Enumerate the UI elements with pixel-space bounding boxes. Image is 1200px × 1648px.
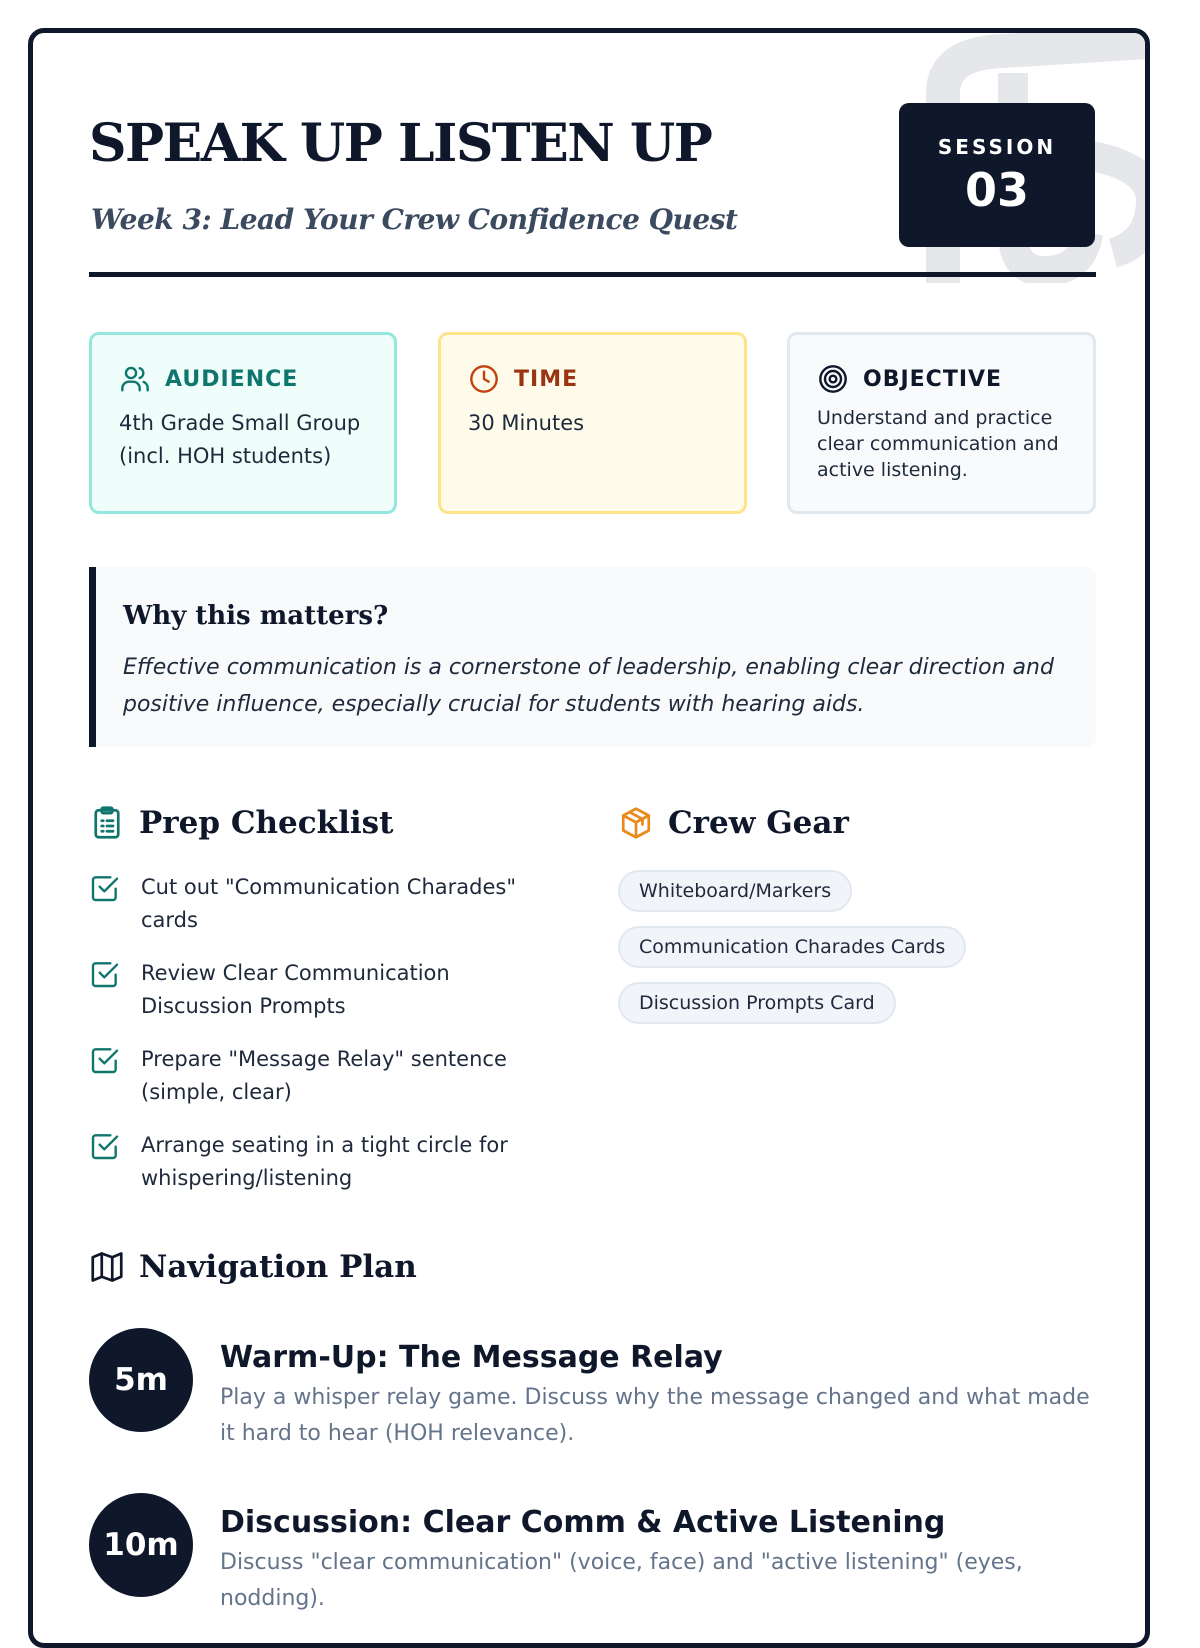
checklist-item: [89, 957, 559, 1023]
map-icon: [89, 1249, 125, 1285]
box-icon: [618, 805, 654, 841]
objective-title: OBJECTIVE: [863, 366, 1003, 392]
checklist-item-label: Arrange seating in a tight circle for whispering/listening: [141, 1133, 508, 1190]
checklist-item-label: Cut out "Communication Charades" cards: [141, 875, 516, 932]
objective-text: Understand and practice clear communication and active listening.: [817, 407, 1059, 481]
page-title: SPEAK UP LISTEN UP: [89, 113, 712, 174]
step-duration: 10m: [89, 1493, 193, 1597]
gear-tag: Whiteboard/Markers: [618, 870, 852, 912]
checklist-item-label: Review Clear Communication Discussion Prompts: [141, 961, 450, 1018]
why-text: Effective communication is a cornerstone of leadership, enabling clear direction and positive influence, especially crucial for students with hearing aids.: [123, 655, 1054, 717]
session-label: SESSION: [937, 135, 1057, 159]
page-subtitle: Week 3: Lead Your Crew Confidence Quest: [91, 203, 738, 236]
prep-checklist: [89, 871, 559, 1215]
users-icon: [119, 363, 151, 395]
navigation-plan-heading: [89, 1247, 417, 1287]
header: [89, 103, 1099, 278]
gear-title: Crew Gear: [668, 805, 849, 841]
time-text: 30 Minutes: [468, 411, 585, 435]
step-duration: 5m: [89, 1328, 193, 1432]
lesson-plan-card: [28, 28, 1150, 1648]
step-title: Discussion: Clear Comm & Active Listening: [220, 1505, 946, 1540]
clipboard-icon: [89, 805, 125, 841]
step-description: Play a whisper relay game. Discuss why the message changed and what made it hard to hear (HOH relevance).: [220, 1385, 1090, 1446]
session-badge: [899, 103, 1095, 247]
gear-tag: Discussion Prompts Card: [618, 982, 896, 1024]
checkbox-checked-icon: [89, 1130, 121, 1162]
session-number: 03: [964, 163, 1029, 217]
checkbox-checked-icon: [89, 872, 121, 904]
timeline-step: [89, 1328, 1096, 1493]
checkbox-checked-icon: [89, 1044, 121, 1076]
audience-text: 4th Grade Small Group (incl. HOH students): [119, 411, 361, 468]
crew-gear-heading: [618, 803, 849, 843]
objective-card: [787, 332, 1096, 514]
navigation-title: Navigation Plan: [139, 1249, 417, 1285]
navigation-timeline: [89, 1328, 1096, 1648]
audience-title: AUDIENCE: [165, 366, 299, 392]
time-card: [438, 332, 747, 514]
checklist-item: [89, 1043, 559, 1109]
header-divider: [89, 272, 1096, 277]
checklist-item: [89, 871, 559, 937]
crew-gear-list: [618, 870, 966, 1038]
checklist-item-label: Prepare "Message Relay" sentence (simple, clear): [141, 1047, 507, 1104]
timeline-step: [89, 1493, 1096, 1648]
why-title: Why this matters?: [123, 601, 389, 631]
checklist-item: [89, 1129, 559, 1195]
time-title: TIME: [514, 366, 579, 392]
target-icon: [817, 363, 849, 395]
why-callout: [89, 567, 1096, 747]
audience-card: [89, 332, 397, 514]
gear-tag: Communication Charades Cards: [618, 926, 966, 968]
prep-checklist-heading: [89, 803, 393, 843]
step-title: Warm-Up: The Message Relay: [220, 1340, 723, 1375]
step-description: Discuss "clear communication" (voice, face) and "active listening" (eyes, nodding).: [220, 1550, 1023, 1611]
checkbox-checked-icon: [89, 958, 121, 990]
clock-icon: [468, 363, 500, 395]
prep-title: Prep Checklist: [139, 805, 394, 841]
